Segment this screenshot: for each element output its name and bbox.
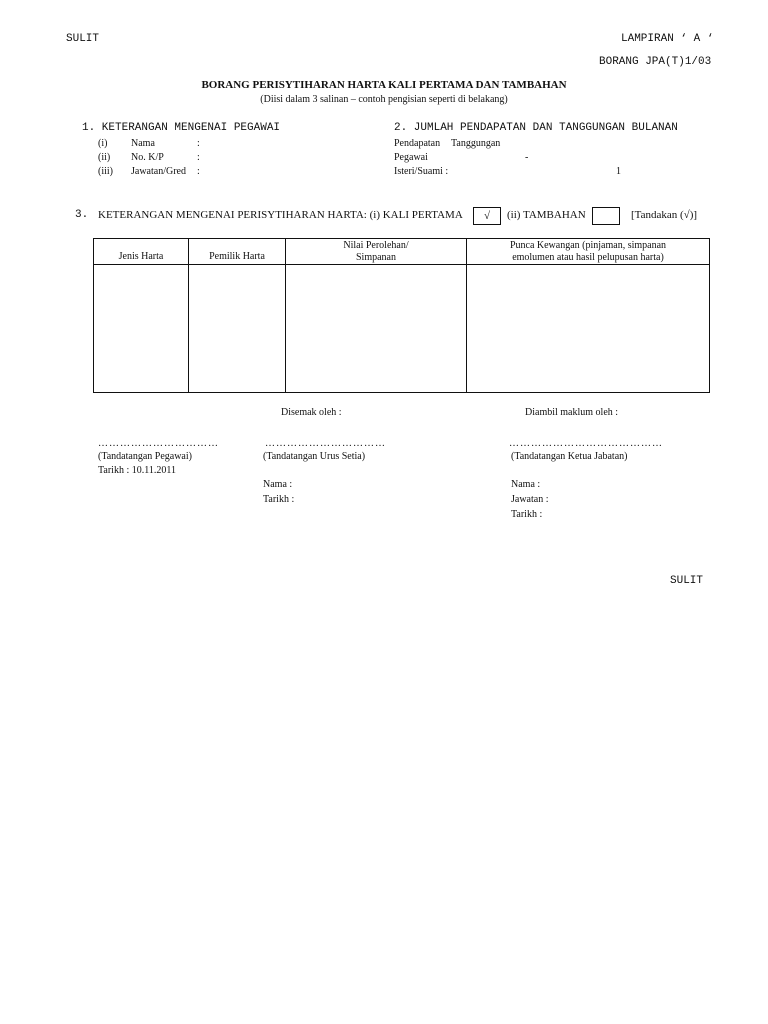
acquisition-value-cell[interactable] — [286, 265, 467, 393]
position-grade-colon: : — [197, 166, 200, 177]
header-line: emolumen atau hasil pelupusan harta) — [512, 251, 664, 263]
position-grade-label: Jawatan/Gred — [131, 166, 186, 177]
spouse-row-label: Isteri/Suami : — [394, 166, 449, 177]
section2-heading: 2. JUMLAH PENDAPATAN DAN TANGGUNGAN BULANAN — [394, 122, 678, 134]
section3-number: 3. — [75, 209, 89, 221]
section1-heading: 1. KETERANGAN MENGENAI PEGAWAI — [82, 122, 281, 134]
name-label: Nama — [131, 138, 155, 149]
head-signature-line: …………………………………… — [509, 438, 663, 449]
secretariat-date-label: Tarikh : — [263, 494, 295, 505]
head-date-label: Tarikh : — [511, 509, 543, 520]
section1-row-num: (i) — [98, 138, 108, 149]
section1-row-num: (ii) — [98, 152, 111, 163]
secretariat-signature-line: …………………………… — [265, 438, 386, 449]
section3-heading: KETERANGAN MENGENAI PERISYTIHARAN HARTA: (i) KALI PERTAMA — [98, 209, 463, 221]
asset-type-cell[interactable] — [94, 265, 189, 393]
header-line: Nilai Perolehan/ — [343, 239, 409, 251]
head-position-label: Jawatan : — [511, 494, 549, 505]
asset-table — [93, 238, 710, 393]
officer-dependents-value: - — [525, 152, 529, 163]
form-title: BORANG PERISYTIHARAN HARTA KALI PERTAMA DAN TAMBAHAN — [201, 79, 567, 91]
section1-row-num: (iii) — [98, 166, 113, 177]
head-name-label: Nama : — [511, 479, 541, 490]
reviewed-by-label: Disemak oleh : — [281, 407, 342, 418]
tambahan-checkbox[interactable] — [592, 207, 620, 225]
lampiran-label: LAMPIRAN ‘ A ‘ — [621, 33, 714, 45]
source-of-funds-header — [467, 239, 710, 265]
classification-footer: SULIT — [670, 575, 704, 587]
ic-number-label: No. K/P — [131, 152, 164, 163]
officer-signature-label: (Tandatangan Pegawai) — [98, 451, 192, 462]
source-of-funds-cell[interactable] — [467, 265, 710, 393]
head-signature-label: (Tandatangan Ketua Jabatan) — [511, 451, 628, 462]
kali-pertama-checkbox[interactable]: √ — [473, 207, 501, 225]
income-column-label: Pendapatan — [394, 138, 441, 149]
tambahan-label: (ii) TAMBAHAN — [507, 209, 586, 221]
classification-header: SULIT — [66, 33, 100, 45]
form-subtitle: (Diisi dalam 3 salinan – contoh pengisian seperti di belakang) — [260, 94, 508, 105]
header-line: Pemilik Harta — [209, 250, 265, 262]
acknowledged-by-label: Diambil maklum oleh : — [525, 407, 619, 418]
table-header-row — [94, 239, 710, 265]
header-line: Jenis Harta — [118, 250, 164, 262]
officer-signature-line: …………………………… — [98, 438, 219, 449]
asset-owner-cell[interactable] — [189, 265, 286, 393]
header-line: Punca Kewangan (pinjaman, simpanan — [509, 239, 667, 251]
dependents-column-label: Tanggungan — [451, 138, 501, 149]
officer-row-label: Pegawai — [394, 152, 428, 163]
spouse-dependents-value: 1 — [616, 166, 621, 177]
secretariat-name-label: Nama : — [263, 479, 293, 490]
officer-date: Tarikh : 10.11.2011 — [98, 465, 176, 476]
ic-number-colon: : — [197, 152, 200, 163]
header-line: Simpanan — [356, 251, 396, 263]
form-code: BORANG JPA(T)1/03 — [599, 56, 712, 68]
name-colon: : — [197, 138, 200, 149]
acquisition-value-header — [286, 239, 467, 265]
asset-owner-header — [189, 239, 286, 265]
table-row — [94, 265, 710, 393]
tick-instruction: [Tandakan (√)] — [631, 209, 698, 221]
asset-type-header — [94, 239, 189, 265]
secretariat-signature-label: (Tandatangan Urus Setia) — [263, 451, 366, 462]
